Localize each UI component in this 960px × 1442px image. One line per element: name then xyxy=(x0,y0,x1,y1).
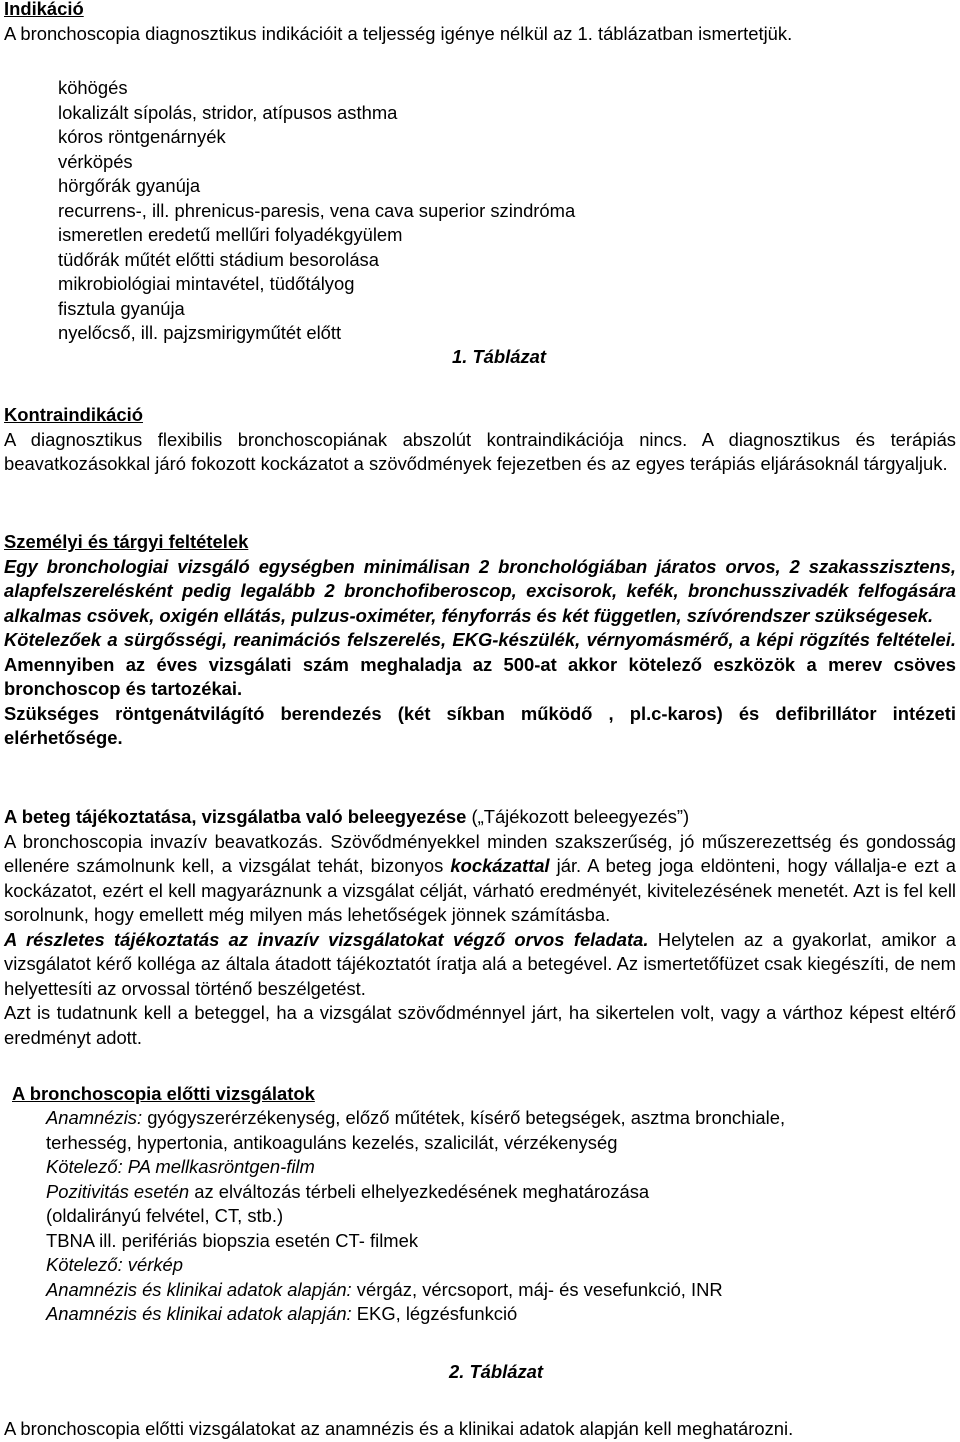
list-item xyxy=(46,1278,785,1303)
list-item: ismeretlen eredetű mellűri folyadékgyülem xyxy=(58,224,403,245)
list-item: vérköpés xyxy=(58,150,133,172)
kontraindikacio-heading: Kontraindikáció xyxy=(4,404,143,425)
tajekoztatas-paragraph-1 xyxy=(4,830,956,928)
list-item: lokalizált sípolás, stridor, atípusos asthma xyxy=(58,101,398,123)
tajekoztatas-paragraph-2 xyxy=(4,928,956,1002)
row-label: Kötelező: vérkép xyxy=(46,1254,183,1275)
list-item xyxy=(46,1302,785,1327)
row-label: Anamnézis és klinikai adatok alapján: xyxy=(46,1303,352,1324)
feltetelek-heading: Személyi és tárgyi feltételek xyxy=(4,531,249,552)
elotti-footer: A bronchoscopia előtti vizsgálatokat az anamnézis és a klinikai adatok alapján kell meghatározni. xyxy=(4,1418,794,1439)
feltetelek-section xyxy=(4,530,960,751)
list-item xyxy=(46,1131,785,1156)
row-text: az elváltozás térbeli elhelyezkedésének meghatározása xyxy=(189,1180,650,1202)
row-text: gyógyszerérzékenység, előző műtétek, kísérő betegségek, asztma bronchiale, xyxy=(142,1107,786,1128)
list-item xyxy=(46,1229,785,1254)
tajekoztatas-t2-bold: A részletes tájékoztatás az invazív vizsgálatokat végző orvos feladata. xyxy=(4,928,649,950)
row-text: vérgáz, vércsoport, máj- és vesefunkció, INR xyxy=(351,1278,723,1300)
feltetelek-paragraph-1: Egy bronchologiai vizsgáló egységben minimálisan 2 bronchológiában járatos orvos, 2 szakasszisztens, alapfelszerelésként pedig legalább 2 bronchofiberoscop, excisorok, kefék, bronchusszivadék felfogására alkalmas csövek, oxigén ellátás, pulzus-oximéter, fényforrás és két független, szívórendszer szükségesek. xyxy=(4,555,956,626)
list-item xyxy=(46,1204,785,1229)
feltetelek-paragraph-2 xyxy=(4,628,956,702)
tajekoztatas-t1: A bronchoscopia invazív beavatkozás. Szövődményekkel minden szakszerűség, jó műszerezettség és gondosság ellenére számolnunk kell, a vizsgálat tehát, bizonyos xyxy=(4,830,956,876)
list-item xyxy=(46,1155,785,1180)
kontraindikacio-text: A diagnosztikus flexibilis bronchoscopiának abszolút kontraindikációja nincs. A diagnosztikus és terápiás beavatkozásokkal járó fokozott kockázatot a szövődmények fejezetben és az egyes terápiás eljárásoknál tárgyaljuk. xyxy=(4,428,956,474)
list-item xyxy=(46,1253,785,1278)
tajekoztatas-heading-suffix: („Tájékozott beleegyezés”) xyxy=(466,806,690,827)
row-text: (oldalirányú felvétel, CT, stb.) xyxy=(46,1205,284,1226)
row-text: TBNA ill. perifériás biopszia esetén CT- filmek xyxy=(46,1229,419,1251)
list-item: hörgőrák gyanúja xyxy=(58,175,201,196)
tajekoztatas-heading: A beteg tájékoztatása, vizsgálatba való beleegyezése xyxy=(4,806,467,827)
feltetelek-paragraph-3: Szükséges röntgenátvilágító berendezés (két síkban működő , pl.c-karos) és defibrillátor intézeti elérhetősége. xyxy=(4,702,956,748)
row-text: terhesség, hypertonia, antikoaguláns kezelés, szalicilát, vérzékenység xyxy=(46,1131,618,1153)
list-item: mikrobiológiai mintavétel, tüdőtályog xyxy=(58,273,355,294)
feltetelek-p2b: Amennyiben az éves vizsgálati szám meghaladja az 500-at akkor kötelező eszközök a merev csöves bronchoscop és tartozékai. xyxy=(4,653,956,699)
table-1-caption: 1. Táblázat xyxy=(452,346,547,367)
tajekoztatas-section xyxy=(4,805,960,1050)
elotti-list xyxy=(46,1106,785,1327)
row-label: Pozitivitás esetén xyxy=(46,1180,190,1202)
kontraindikacio-section xyxy=(4,403,960,477)
tajekoztatas-t1-end: jár. A beteg joga eldönteni, hogy vállalja-e ezt a kockázatot, ezért el kell magyaráznunk a vizsgálat célját, várható eredményét, kivitelezésének menetét. Azt is fel kell sorolnunk, hogy emellett még milyen más lehetőségek jönnek számításba. xyxy=(4,855,956,925)
tajekoztatas-t1-bold: kockázattal xyxy=(450,855,550,876)
elotti-heading: A bronchoscopia előtti vizsgálatok xyxy=(12,1083,315,1104)
list-item: kóros röntgenárnyék xyxy=(58,126,226,147)
list-item xyxy=(46,1180,785,1205)
list-item: nyelőcső, ill. pajzsmirigyműtét előtt xyxy=(58,322,342,343)
row-label: Kötelező: PA mellkasröntgen-film xyxy=(46,1156,315,1177)
table-2-caption: 2. Táblázat xyxy=(449,1361,544,1382)
indikacio-section xyxy=(4,0,960,46)
tajekoztatas-heading-line xyxy=(4,805,960,830)
list-item xyxy=(46,1106,785,1131)
list-item: recurrens-, ill. phrenicus-paresis, vena cava superior szindróma xyxy=(58,199,576,221)
indikacio-intro: A bronchoscopia diagnosztikus indikációit a teljesség igénye nélkül az 1. táblázatban ismertetjük. xyxy=(4,22,793,44)
tajekoztatas-t2: Helytelen az a gyakorlat, amikor a vizsgálatot kérő kolléga az általa átadott tájékoztatót íratja alá a betegével. Az ismertetőfüzet csak kiegészíti, de nem helyettesíti az orvossal történő beszélgetést. xyxy=(4,928,956,999)
list-item: tüdőrák műtét előtti stádium besorolása xyxy=(58,248,379,270)
row-label: Anamnézis és klinikai adatok alapján: xyxy=(46,1278,352,1300)
row-text: EKG, légzésfunkció xyxy=(351,1303,518,1324)
list-item: fisztula gyanúja xyxy=(58,297,185,319)
tajekoztatas-paragraph-3: Azt is tudatnunk kell a beteggel, ha a vizsgálat szövődménnyel járt, ha sikertelen volt, vagy a várthoz képest eltérő eredményt adott. xyxy=(4,1002,956,1048)
row-label: Anamnézis: xyxy=(46,1107,143,1128)
indikacio-heading: Indikáció xyxy=(4,0,84,19)
feltetelek-p2a: Kötelezőek a sürgősségi, reanimációs felszerelés, EKG-készülék, vérnyomásmérő, a képi rögzítés feltételei. xyxy=(4,629,956,650)
indikacio-list xyxy=(58,76,575,346)
list-item: köhögés xyxy=(58,77,128,98)
